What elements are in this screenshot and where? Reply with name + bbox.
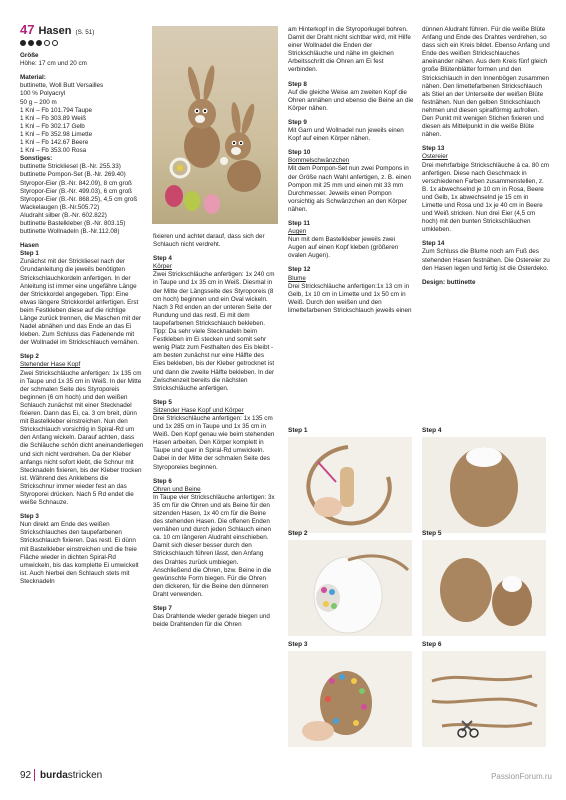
material-heading: Material: xyxy=(20,74,46,82)
step-13-text: Drei mehrfarbige Strickschläuche á ca. 80 cm anfertigen. Diese nach Geschmack in verschiedenen Farben zusammenstellen, z. B. 1x abwechselnd je 10 cm in Rosa, Beere und Gelb, 1x abwechselnd je 15 cm in Limette und Rosa und 1x je 40 cm in Beere und Weiß stricken. Nun drei Eier (4,5 cm hoch) mit den bunten Strickschläuchen umkleben. xyxy=(422,161,550,234)
difficulty-dot xyxy=(28,40,34,46)
pattern-number: 47 xyxy=(20,22,35,37)
design-value: buttinette xyxy=(446,278,476,286)
step-1-illustration xyxy=(288,437,412,533)
step-4-subheading: Körper xyxy=(153,263,172,271)
step-8-heading: Step 8 xyxy=(288,80,307,88)
step-6-illustration xyxy=(422,651,546,747)
step-7-continuation: am Hinterkopf in die Styroporkugel bohren. Damit der Draht nicht sichtbar wird, mit Hilfe einer Wollnadel die Enden der Strickschläuche und nähe im gleichen Arbeitsschritt die Ohren am Ei fest verbinden. xyxy=(288,26,411,74)
photo-label-step-2: Step 2 xyxy=(288,530,308,537)
section-heading-hasen: Hasen xyxy=(20,242,39,250)
step-6-heading: Step 6 xyxy=(153,477,172,485)
step-3-text: Nun direkt am Ende des weißen Strickschlauches den taupefarbenen Strickschlauch fixieren. Das restl. Ei dünn mit Bastelkleber einstreichen und die freie Fläche wieder in dichten Spiral-Rd umwickeln, bis das komplette Ei umwickelt ist. Auch hierbei den Schlauch stets mit Stecknadeln xyxy=(20,521,139,585)
step-7-heading: Step 7 xyxy=(153,605,172,613)
size-text: Höhe: 17 cm und 20 cm xyxy=(20,60,87,68)
step-5-heading: Step 5 xyxy=(153,398,172,406)
step-1-heading: Step 1 xyxy=(20,250,39,258)
photo-step-1 xyxy=(288,437,412,533)
photo-step-3 xyxy=(288,651,412,747)
bunnies-illustration xyxy=(152,26,278,224)
step-6-text: In Taupe vier Strickschläuche anfertigen: 3x 35 cm für die Ohren und als Beine für den sitzenden Hasen, 1x 40 cm für die Beine des stehenden Hasen. Die offenen Enden vernähen und durch jeden Schlauch einen ca. 10 cm längeren Aludraht einschieben. Damit sich dieser besser durch den Strickschlauch führen lässt, den Anfang des Drahtes zurück umbiegen. Anschließend die Ohren, bzw. Beine in die gewünschte Form biegen. Für die Ohren den dickeren, für die Beine den dünneren Draht verwenden. xyxy=(153,493,275,598)
step-2-subheading: Stehender Hase Kopf xyxy=(20,361,81,369)
step-11-subheading: Augen xyxy=(288,228,307,236)
step-12-subheading: Blume xyxy=(288,274,306,282)
pattern-title: Hasen xyxy=(38,25,72,37)
step-7-text: Das Drahtende wieder gerade biegen und beide Drahtenden für die Ohren xyxy=(153,613,270,629)
step-13-heading: Step 13 xyxy=(422,145,445,153)
column-3 xyxy=(288,26,414,315)
step-2-text: Zwei Strickschläuche anfertigen: 1x 135 cm in Taupe und 1x 35 cm in Weiß. In der Mitte der schmalen Seite des Styroporeis beginnen (6 cm hoch) und den weißen Schlauch zunächst mit einer Stecknadel fixieren. Dann das Ei, ca. 3 cm breit, dünn mit Bastelkleber einstreichen. Nun den Strickschlauch vorsichtig in Spiral-Rd um den Anfang wickeln. Darauf achten, dass die Schläuche schön dicht aneinanderliegen und sich nicht verdrehen. Da der Kleber anfangs nicht sofort klebt, die Schnur mit Stecknadeln fixieren, bis der Kleber trocken ist. Während des Anklebens die Strickschnur immer wieder fest an das Styroporei drücken. Nach 5 Rd endet die weiße Schnauze. xyxy=(20,369,144,507)
step-9-heading: Step 9 xyxy=(288,118,307,126)
step-5-subheading: Sitzender Hase Kopf und Körper xyxy=(153,406,244,414)
design-credit xyxy=(422,279,550,287)
pattern-header xyxy=(20,22,144,37)
photo-step-6 xyxy=(422,651,546,747)
step-10-text: Mit dem Pompon-Set nun zwei Pompons in der Größe nach Wahl anfertigen, z. B. einen Pompon mit 25 mm und einen mit 33 mm Durchmesser. Jeweils einen Pompon vorsichtig als Schwänzchen an den Körper nähen. xyxy=(288,165,411,213)
photo-step-2 xyxy=(288,540,412,636)
step-11-text: Nun mit dem Bastelkleber jeweils zwei Augen auf einen Kopf kleben (größeren ovalen Augen). xyxy=(288,236,399,260)
photo-step-5 xyxy=(422,540,546,636)
brand-bold: burda xyxy=(40,770,68,781)
size-heading: Größe xyxy=(20,52,39,60)
step-2-illustration xyxy=(288,540,412,636)
material-list: buttinette, Woll Butt Versailles 100 % Polyacryl 50 g – 200 m 1 Knl – Fb 101.794 Taupe 1 Knl – Fb 303.89 Weiß 1 Knl – Fb 302.17 Gelb 1 Knl – Fb 352.98 Limette 1 Knl – Fb 142.67 Beere 1 Knl – Fb 353.00 Rosa xyxy=(20,82,104,155)
brand-rest: stricken xyxy=(67,770,103,781)
step-4-heading: Step 4 xyxy=(153,255,172,263)
page-number: 92 xyxy=(20,770,32,781)
difficulty-dot xyxy=(52,40,58,46)
photo-label-step-6: Step 6 xyxy=(422,641,442,648)
step-3-illustration xyxy=(288,651,412,747)
column-4 xyxy=(422,26,550,287)
step-5-text: Drei Strickschläuche anfertigen: 1x 135 cm und 1x 285 cm in Taupe und 1x 35 cm in Weiß. Den Kopf genau wie beim stehenden Hasen arbeiten. Den Körper komplett in Taupe und quer in Spiral-Rd umwickeln. Dabei in der Mitte der schmalen Seite des Styroporeies beginnen. xyxy=(153,414,275,471)
difficulty-rating xyxy=(20,40,144,46)
step-10-subheading: Bommelschwänzchen xyxy=(288,157,350,165)
photo-label-step-1: Step 1 xyxy=(288,427,308,434)
column-2 xyxy=(153,233,275,629)
step-11-heading: Step 11 xyxy=(288,219,311,227)
photo-label-step-5: Step 5 xyxy=(422,530,442,537)
step-1-text: Zunächst mit der Strickliesel nach der Grundanleitung die jeweils benötigten Strickschlauchkordeln anfertigen. In der Anleitung ist immer eine ungefähre Länge der Strickkordel angegeben. Tipp: Eine etwas längere Strickkordel anfertigen. Erst beim Festkleben diese auf die richtige Länge zurück trennen, die Maschen mit der Nadel abnähen und das Ende an das Ei kleben. Zum Schluss das Fadenende mit der Wollnadel im Strickschlauch vernähen. xyxy=(20,258,142,347)
photo-step-4 xyxy=(422,437,546,533)
misc-heading: Sonstiges: xyxy=(20,155,53,163)
step-12-heading: Step 12 xyxy=(288,266,311,274)
design-label: Design: xyxy=(422,278,446,286)
step-6-subheading: Ohren und Beine xyxy=(153,485,201,493)
step-12-text: Drei Strickschläuche anfertigen:1x 13 cm in Gelb, 1x 10 cm in Limette und 1x 50 cm in Weiß. Durch den weißen und den limettefarbenen Strickschlauch jeweils einen xyxy=(288,282,412,314)
difficulty-dot xyxy=(44,40,50,46)
step-5-illustration xyxy=(422,540,546,636)
photo-label-step-3: Step 3 xyxy=(288,641,308,648)
watermark: PassionForum.ru xyxy=(491,772,552,781)
step-3-heading: Step 3 xyxy=(20,513,39,521)
step-3-continuation: fixieren und achtet darauf, dass sich der Schlauch nicht verdreht. xyxy=(153,233,265,249)
hero-photo-bunnies xyxy=(152,26,278,224)
step-9-text: Mit Garn und Wollnadel nun jeweils einen Kopf auf einen Körper nähen. xyxy=(288,127,404,143)
footer-divider xyxy=(34,769,35,781)
magazine-brand xyxy=(40,770,102,781)
photo-label-step-4: Step 4 xyxy=(422,427,442,434)
difficulty-dot xyxy=(20,40,26,46)
column-1 xyxy=(20,22,144,586)
step-2-heading: Step 2 xyxy=(20,353,39,361)
step-14-text: Zum Schluss die Blume noch am Fuß des stehenden Hasen festnähen. Die Ostereier zu den Hasen legen und fertig ist die Osterdeko. xyxy=(422,248,550,272)
step-10-heading: Step 10 xyxy=(288,149,311,157)
step-4-illustration xyxy=(422,437,546,533)
difficulty-dot xyxy=(36,40,42,46)
step-4-text: Zwei Strickschläuche anfertigen: 1x 240 cm in Taupe und 1x 35 cm in Weiß. Diesmal in der Mitte der Längsseite des Styroporeis (8 cm hoch) beginnen und ein Oval wickeln. Nach 3 Rd enden an der unteren Seite der Rundung und das restl. Ei mit dem taupefarbenen Strickschlauch bekleben. Tipp: Da sehr viele Stecknadeln beim Festkleben im Ei stecken und somit sehr wenig Platz zum Festhalten des Eis bleibt - am besten zunächst nur eine Hälfte des Eies bekleben, bis der Kleber getrocknet ist und dann die zweite Hälfte bekleben. In der Zwischenzeit bereits die nächsten Strickschläuche anfertigen. xyxy=(153,271,275,392)
step-12-continuation: dünnen Aludraht führen. Für die weiße Blüte Anfang und Ende des Drahtes verdrehen, so dass sich ein Kreis bildet. Ebenso Anfang und Ende des weißen Strickschlauches aneinander nähen. Aus dem Kreis fünf gleich große Blütenblätter formen und den Strickschlauch in den Innenbögen zusammen nähen. Den limettefarbenen Strickschlauch als Stiel an der Unterseite der weißen Blüte festnähen. Nun den gelben Strickschlauch nehmen und diesen spiralförmig aufrollen. Den Punkt mit wenigen Stichen fixieren und diesen als Mittelpunkt in die weiße Blüte nähen. xyxy=(422,26,550,139)
misc-list: buttinette Strickliesel (B.-Nr. 255.33) buttinette Pompon-Set (B.-Nr. 269.40) Styropor-Eier (B.-Nr. 842.09), 8 cm groß Styropor-Eier (B.-Nr. 499.03), 6 cm groß Styropor-Eier (B.-Nr. 868.25), 4,5 cm groß Wackelaugen (B.-Nr.505.72) Aludraht silber (B.-Nr. 602.822) buttinette Bastelkleber (B.-Nr. 803.15) buttinette Wollnadeln (B.-Nr.112.08) xyxy=(20,163,138,236)
step-13-subheading: Ostereier xyxy=(422,153,448,161)
step-8-text: Auf die gleiche Weise am zweiten Kopf die Ohren annähen und ebenso die Beine an die Körper nähen. xyxy=(288,88,414,112)
step-14-heading: Step 14 xyxy=(422,240,445,248)
page-reference: (S. 51) xyxy=(75,29,95,36)
